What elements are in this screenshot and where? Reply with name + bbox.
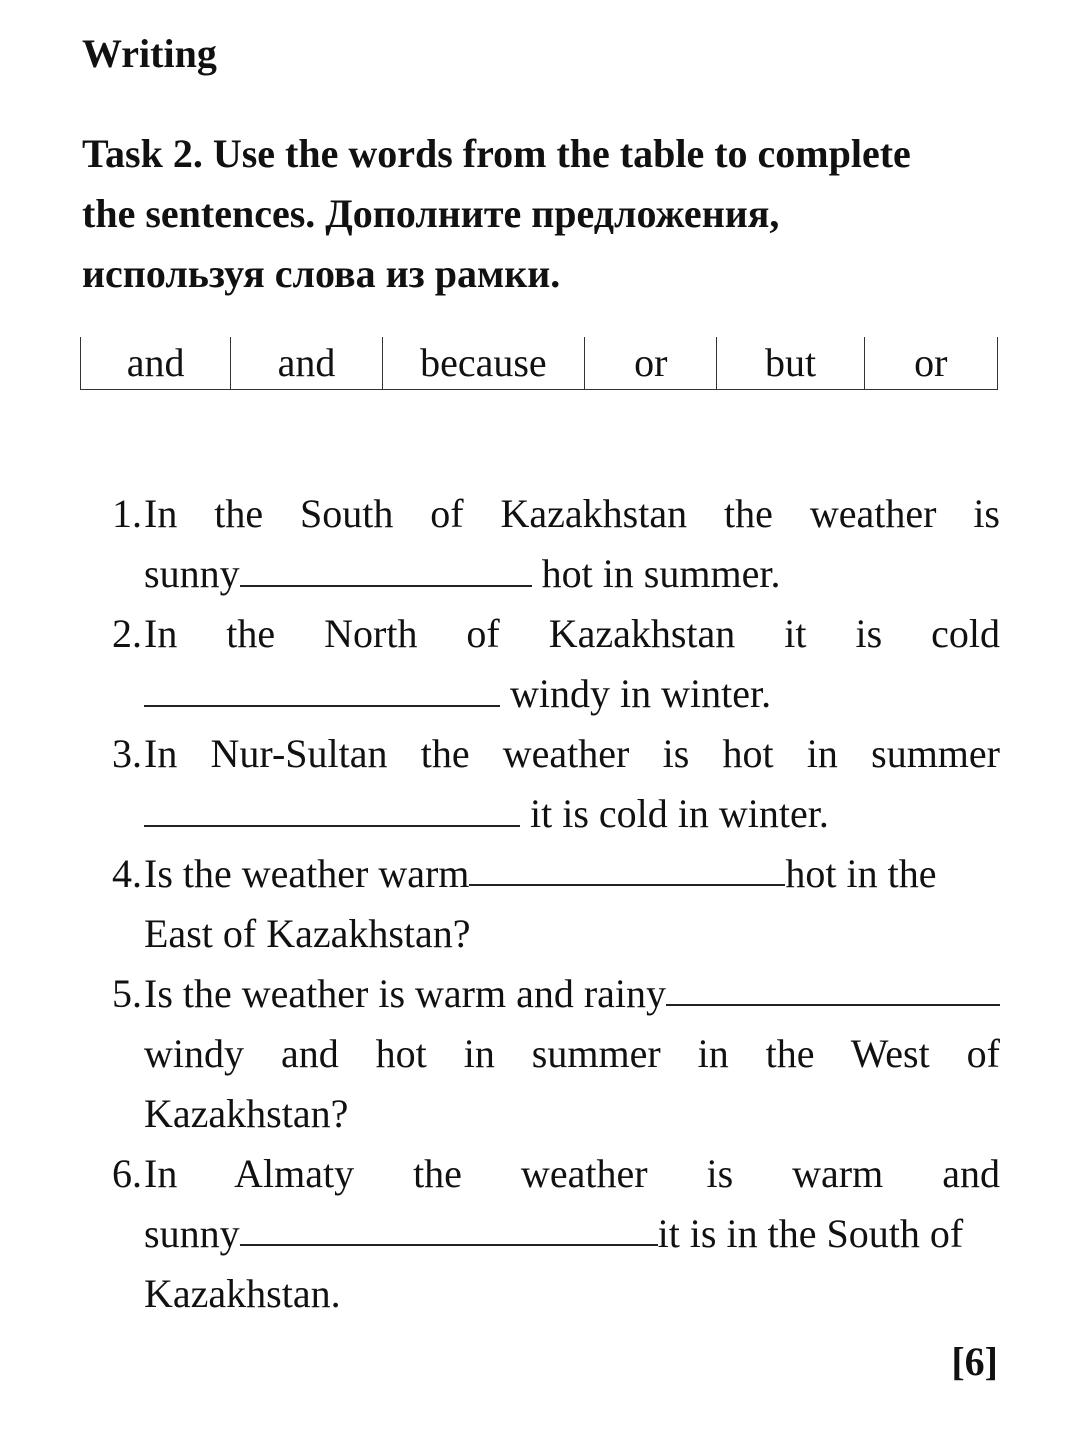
sentence-item [112,844,1000,964]
sentence-text: hot in summer. [531,551,781,596]
sentence-item [112,724,1000,844]
sentence-item [112,964,1000,1144]
sentence-text: sunny [144,551,240,596]
sentence-item [112,604,1000,724]
sentence-text: In Nur-Sultan the weather is hot in summer [144,731,1000,776]
sentence-number: 2. [112,611,142,656]
word-box-cell: or [864,337,997,390]
task-instructions [82,124,1012,304]
word-box-cell: and [231,337,382,390]
sentence-number: 6. [112,1151,142,1196]
answer-blank[interactable] [144,791,520,827]
sentence-text: East of Kazakhstan? [144,911,471,956]
sentence-text: windy and hot in summer in the West of [144,1031,1000,1076]
answer-blank[interactable] [666,964,1000,1006]
sentence-text: hot in the [785,851,937,896]
sentence-number: 1. [112,491,142,536]
sentence-text: it is cold in winter. [520,791,829,836]
sentence-item [112,484,1000,604]
sentence-number: 3. [112,731,142,776]
sentence-text: Is the weather is warm and rainy [144,971,667,1016]
section-title: Writing [82,31,217,76]
sentence-number: 4. [112,851,142,896]
task-line: используя слова из рамки. [82,251,561,296]
sentence-text: In the North of Kazakhstan it is cold [144,611,1000,656]
sentence-list [112,484,1000,1324]
sentence-text: In Almaty the weather is warm and [144,1151,1000,1196]
sentence-text: windy in winter. [500,671,772,716]
sentence-text: Is the weather warm [144,851,470,896]
score-marker: [6] [951,1339,998,1384]
word-box-table [80,337,998,390]
sentence-text: In the South of Kazakhstan the weather is [144,491,1000,536]
word-box-cell: and [81,337,231,390]
sentence-text: it is in the South of [657,1211,964,1256]
word-box-cell: or [585,337,717,390]
sentence-text: Kazakhstan? [144,1091,349,1136]
answer-blank[interactable] [144,671,500,707]
answer-blank[interactable] [469,844,785,886]
word-box-cell: because [382,337,584,390]
task-line: the sentences. Дополните предложения, [82,191,780,236]
sentence-text: Kazakhstan. [144,1271,341,1316]
word-box-cell: but [717,337,864,390]
answer-blank[interactable] [240,1204,658,1246]
task-line: Task 2. Use the words from the table to complete [82,131,911,176]
sentence-text: sunny [144,1211,240,1256]
sentence-number: 5. [112,971,142,1016]
answer-blank[interactable] [240,551,532,587]
sentence-item [112,1144,1000,1324]
